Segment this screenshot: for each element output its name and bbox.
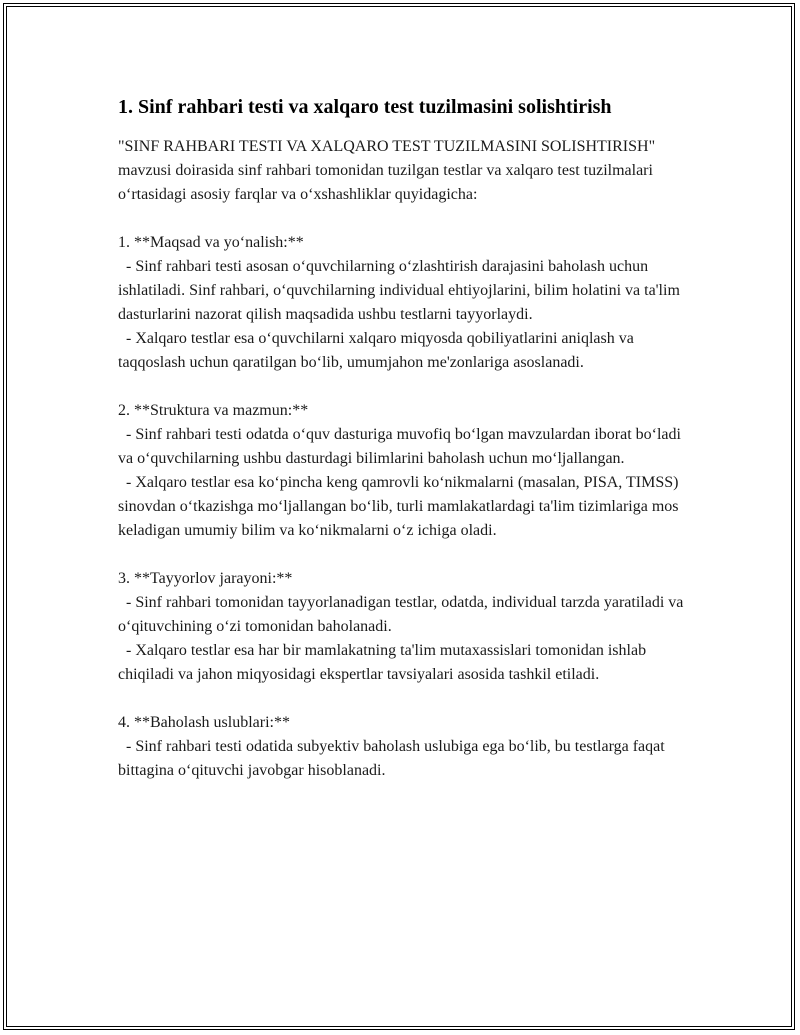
section-item: - Sinf rahbari testi odatda o‘quv dasturiga muvofiq bo‘lgan mavzulardan iborat bo‘ladi va o‘quvchilarning ushbu dasturdagi bilimlarini baholash uchun mo‘ljallangan. (118, 426, 681, 467)
section-item: - Xalqaro testlar esa har bir mamlakatning ta'lim mutaxassislari tomonidan ishlab chiqiladi va jahon miqyosidagi ekspertlar tavsiyalari asosida tashkil etiladi. (118, 642, 647, 683)
section-item: - Sinf rahbari tomonidan tayyorlanadigan testlar, odatda, individual tarzda yaratiladi va o‘qituvchining o‘zi tomonidan baholanadi. (118, 594, 684, 635)
intro-paragraph: "SINF RAHBARI TESTI VA XALQARO TEST TUZILMASINI SOLISHTIRISH" mavzusi doirasida sinf rahbari tomonidan tuzilgan testlar va xalqaro test tuzilmalari o‘rtasidagi asosiy farqlar va o‘xshashliklar quyidagicha: (118, 138, 656, 203)
section-heading: 4. **Baholash uslublari:** (118, 714, 290, 731)
document-body (118, 94, 698, 783)
section-preparation (118, 567, 698, 687)
section-item: - Xalqaro testlar esa o‘quvchilarni xalqaro miqyosda qobiliyatlarini aniqlash va taqqoslash uchun qaratilgan bo‘lib, umumjahon me'zonlariga asoslanadi. (118, 330, 634, 371)
section-item: - Sinf rahbari testi odatida subyektiv baholash uslubiga ega bo‘lib, bu testlarga faqat bittagina o‘qituvchi javobgar hisoblanadi. (118, 738, 665, 779)
document-title: 1. Sinf rahbari testi va xalqaro test tuzilmasini solishtirish (118, 96, 612, 118)
section-assessment (118, 711, 698, 783)
section-heading: 2. **Struktura va mazmun:** (118, 402, 309, 419)
section-goal (118, 231, 698, 375)
section-heading: 3. **Tayyorlov jarayoni:** (118, 570, 293, 587)
section-item: - Xalqaro testlar esa ko‘pincha keng qamrovli ko‘nikmalarni (masalan, PISA, TIMSS) sinovdan o‘tkazishga mo‘ljallangan bo‘lib, turli mamlakatlardagi ta'lim tizimlariga mos keladigan umumiy bilim va ko‘nikmalarni o‘z ichiga oladi. (118, 474, 679, 539)
section-item: - Sinf rahbari testi asosan o‘quvchilarning o‘zlashtirish darajasini baholash uchun ishlatiladi. Sinf rahbari, o‘quvchilarning individual ehtiyojlarini, bilim holatini va ta'lim dasturlarini nazorat qilish maqsadida ushbu testlarni tayyorlaydi. (118, 258, 680, 323)
section-heading: 1. **Maqsad va yo‘nalish:** (118, 234, 304, 251)
section-structure (118, 399, 698, 543)
